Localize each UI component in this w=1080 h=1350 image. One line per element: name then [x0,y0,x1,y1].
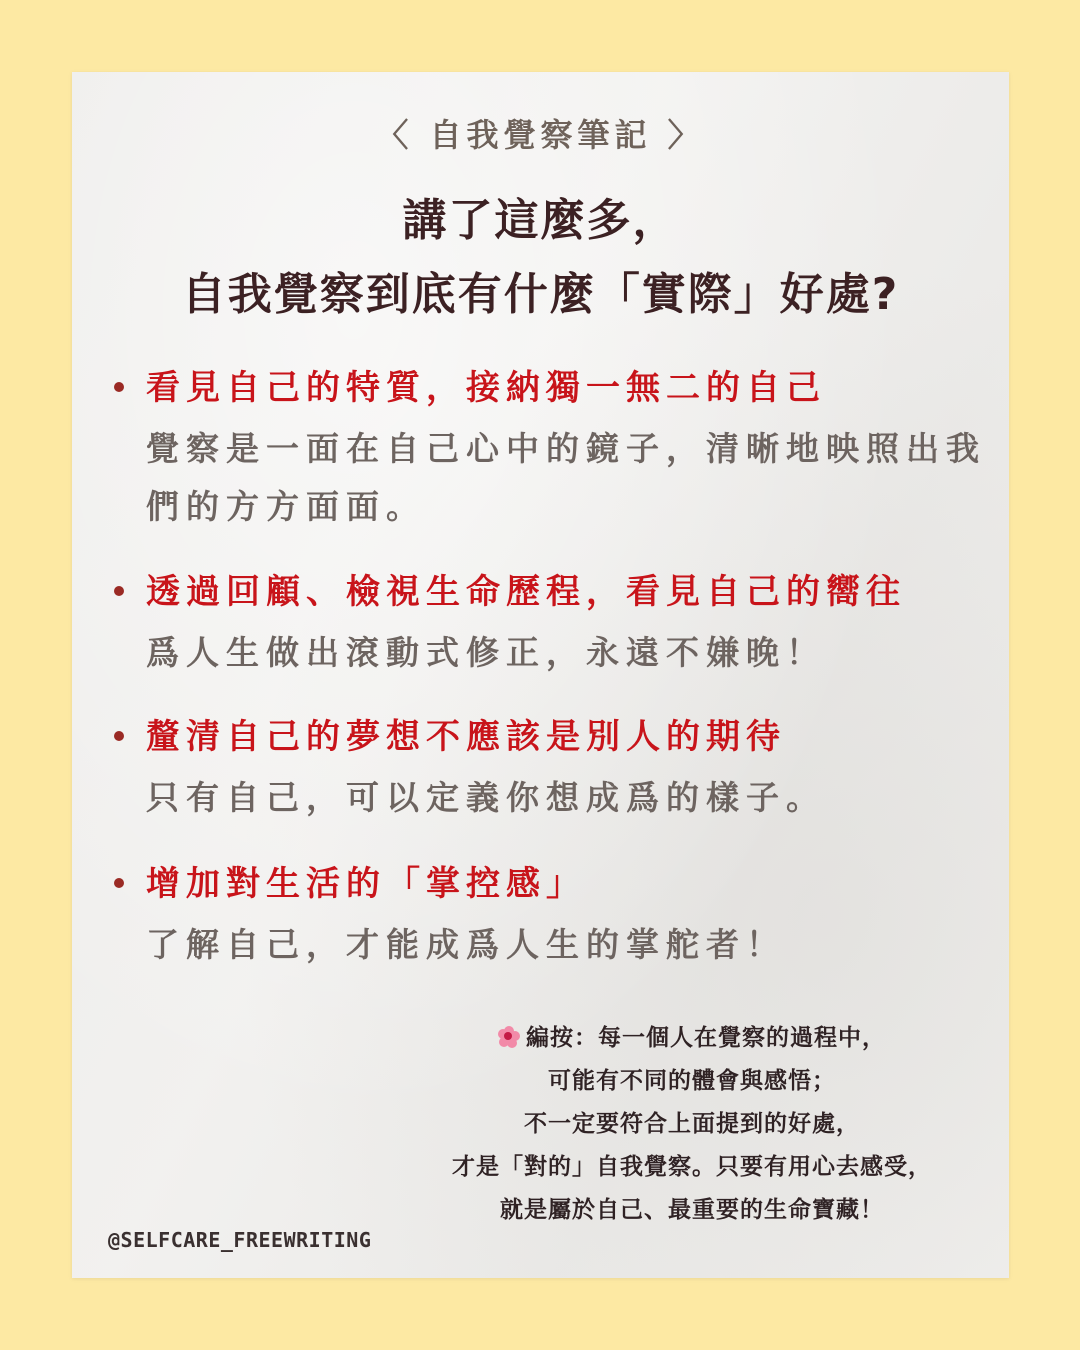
bullet-dot-icon [114,586,124,596]
benefit-description: 只有自己，可以定義你想成爲的樣子。 [146,778,826,817]
title-line-1: 講了這麼多， [402,195,679,246]
benefit-heading: 增加對生活的「掌控感」 [146,864,586,904]
benefit-heading: 釐清自己的夢想不應該是別人的期待 [146,717,786,757]
benefit-heading: 透過回顧、檢視生命歷程，看見自己的嚮往 [146,572,906,612]
note-line-3: 不一定要符合上面提到的好處， [524,1111,860,1137]
note-line-1-text: 編按：每一個人在覺察的過程中， [526,1025,886,1051]
benefit-heading: 看見自己的特質，接納獨一無二的自己 [146,368,826,408]
editor-note [432,1017,952,1232]
benefit-description: 爲人生做出滾動式修正，永遠不嫌晚！ [146,633,826,672]
benefit-description: 了解自己，才能成爲人生的掌舵者！ [146,925,786,964]
bullet-dot-icon [114,878,124,888]
paper-card [72,72,1009,1278]
hibiscus-icon [498,1026,520,1048]
note-line-4: 才是「對的」自我覺察。只要有用心去感受， [452,1154,932,1180]
page-title [72,184,1009,332]
benefit-description: 覺察是一面在自己心中的鏡子，清晰地映照出我們的方方面面。 [146,429,986,526]
bullet-dot-icon [114,382,124,392]
account-handle: @SELFCARE_FREEWRITING [108,1228,372,1252]
series-label: 〈 自我覺察筆記 〉 [376,116,705,154]
note-line-2: 可能有不同的體會與感悟； [548,1068,836,1094]
note-line-5: 就是屬於自己、最重要的生命寶藏！ [500,1197,884,1223]
bullet-dot-icon [114,731,124,741]
note-line-1 [432,1017,952,1060]
title-line-2: 自我覺察到底有什麼「實際」好處? [181,269,900,320]
